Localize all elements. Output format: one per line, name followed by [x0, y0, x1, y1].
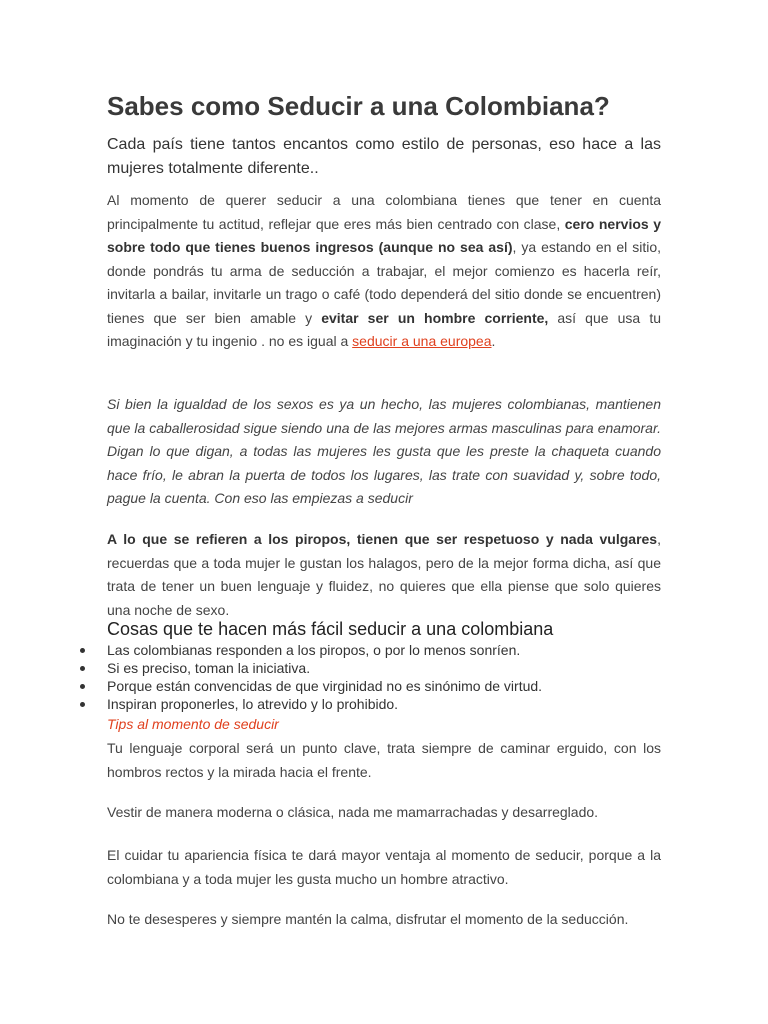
- text-run: , ya estando en el sitio, donde pondrás tu arma de seducción a trabajar, el mejor comienzo es hacerla reír, invitarla a bailar, invitarle un trago o café (todo dependerá del sitio donde se encuentren) tienes que ser bien amable y: [107, 239, 661, 326]
- list-item-text: Si es preciso, toman la iniciativa.: [107, 660, 311, 676]
- tip-paragraph: No te desesperes y siempre mantén la calma, disfrutar el momento de la seducción.: [107, 911, 629, 927]
- paragraph-actitud: [107, 189, 661, 354]
- paragraph-piropos: [107, 528, 661, 622]
- bullet-icon: [80, 684, 85, 689]
- text-run: .: [491, 333, 496, 349]
- bold-run: evitar ser un hombre corriente,: [321, 309, 549, 326]
- bullet-icon: [80, 666, 85, 671]
- tips-heading: Tips al momento de seducir: [107, 716, 279, 732]
- list-item: [80, 641, 542, 659]
- tip-paragraph: Vestir de manera moderna o clásica, nada me mamarrachadas y desarreglado.: [107, 804, 599, 820]
- intro-paragraph: Cada país tiene tantos encantos como estilo de personas, eso hace a las mujeres totalmente diferente..: [107, 136, 661, 177]
- bullet-icon: [80, 702, 85, 707]
- list-item-text: Inspiran proponerles, lo atrevido y lo prohibido.: [107, 696, 399, 712]
- tip-paragraph: El cuidar tu apariencia física te dará mayor ventaja al momento de seducir, porque a la colombiana y a toda mujer les gusta mucho un hombre atractivo.: [107, 847, 661, 887]
- list-item: [80, 677, 542, 695]
- list-item: [80, 695, 542, 713]
- list-item-text: Las colombianas responden a los piropos, o por lo menos sonríen.: [107, 642, 521, 658]
- list-item: [80, 659, 542, 677]
- text-run: , recuerdas que a toda mujer le gustan los halagos, pero de la mejor forma dicha, así que trata de tener un buen lenguaje y fluidez, no quieres que ella piense que solo quieres una noche de sexo.: [107, 531, 661, 618]
- section-heading: Cosas que te hacen más fácil seducir a una colombiana: [107, 619, 554, 639]
- paragraph-caballerosidad: Si bien la igualdad de los sexos es ya un hecho, las mujeres colombianas, mantienen que la caballerosidad sigue siendo una de las mejores armas masculinas para enamorar. Digan lo que digan, a todas las mujeres les gusta que les preste la chaqueta cuando hace frío, le abran la puerta de todos los lugares, las trate con suavidad y, sobre todo, pague la cuenta. Con eso las empiezas a seducir: [107, 396, 661, 506]
- bold-run: A lo que se refieren a los piropos, tienen que ser respetuoso y nada vulgares: [107, 531, 658, 547]
- text-run: Al momento de querer seducir a una colombiana tienes que tener en cuenta principalmente tu actitud, reflejar que eres más bien centrado con clase,: [107, 192, 661, 232]
- bullet-icon: [80, 648, 85, 653]
- list-item-text: Porque están convencidas de que virginidad no es sinónimo de virtud.: [107, 678, 543, 694]
- page-title: Sabes como Seducir a una Colombiana?: [107, 91, 610, 121]
- bullet-list: [80, 641, 542, 713]
- tip-paragraph: Tu lenguaje corporal será un punto clave, trata siempre de caminar erguido, con los hombros rectos y la mirada hacia el frente.: [107, 740, 661, 780]
- link-seducir-europea[interactable]: seducir a una europea: [352, 333, 492, 349]
- bold-run: cero nervios y sobre todo que tienes buenos ingresos (aunque no sea así): [107, 215, 662, 255]
- text-run: así que usa tu imaginación y tu ingenio . no es igual a: [107, 309, 662, 349]
